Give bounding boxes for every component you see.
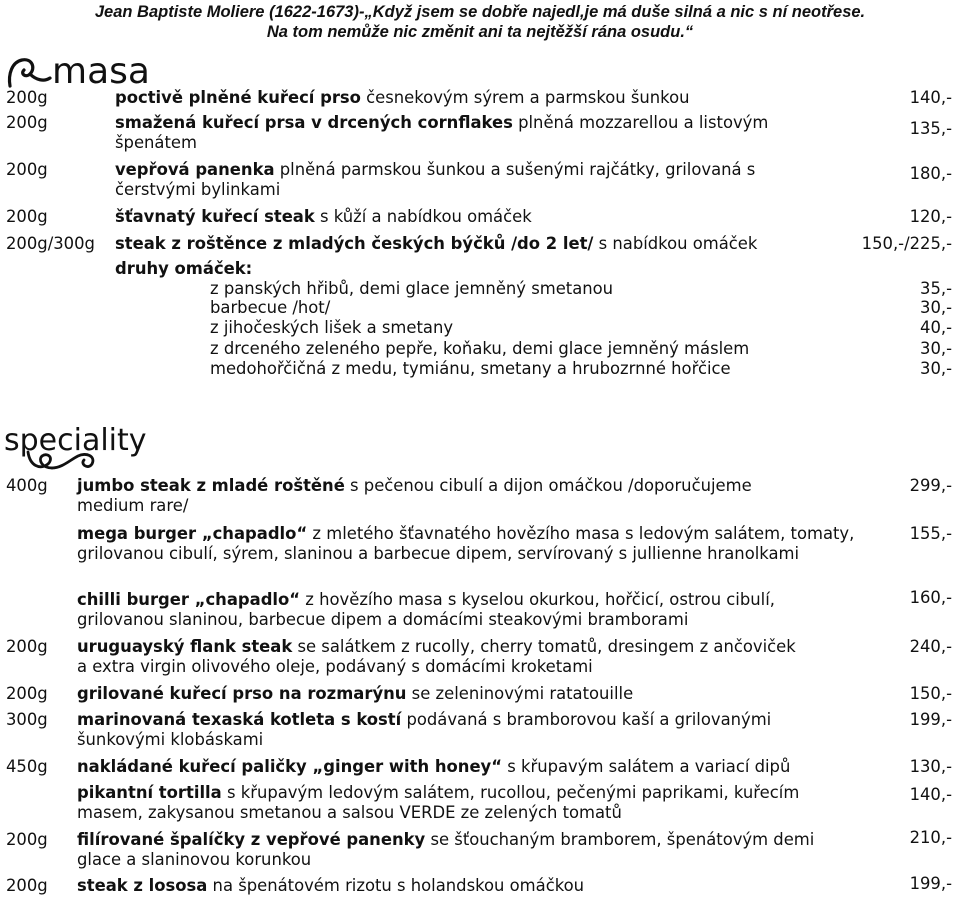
item-name: vepřová panenka	[115, 160, 275, 179]
item-description	[77, 783, 837, 822]
item-name: steak z lososa	[77, 876, 208, 895]
item-weight: 200g	[6, 684, 48, 703]
section-title-masa: masa	[52, 51, 150, 92]
item-weight: 450g	[6, 757, 48, 776]
sauces-label-row	[0, 259, 960, 279]
item-description	[77, 590, 837, 629]
sauce-price: 30,-	[920, 298, 952, 317]
item-price: 180,-	[909, 164, 952, 183]
item-desc: z hovězího masa s kyselou okurkou, hořčicí, ostrou cibulí, grilovanou slaninou, barbecue dipem a domácími steakovými bramborami	[77, 590, 775, 629]
item-desc: česnekovým sýrem a parmskou šunkou	[360, 88, 690, 107]
item-description	[77, 830, 837, 869]
item-description	[115, 207, 835, 227]
tentacle-swirl-icon	[6, 56, 54, 92]
item-price: 160,-	[909, 588, 952, 607]
item-weight: 400g	[6, 476, 48, 495]
item-desc: se salátkem z rucolly, cherry tomatů, dresingem z ančoviček a extra virgin olivového oleje, podávaný s domácími kroketami	[77, 637, 796, 676]
sauce-item	[210, 318, 952, 338]
item-price: 140,-	[909, 88, 952, 107]
item-description	[77, 757, 857, 777]
item-price: 299,-	[909, 476, 952, 495]
item-name: grilované kuřecí prso na rozmarýnu	[77, 684, 407, 703]
item-desc: s křupavým ledovým salátem, rucollou, pečenými paprikami, kuřecím masem, zakysanou smetanou a salsou VERDE ze zelených tomatů	[77, 783, 800, 822]
sauce-item	[210, 298, 952, 318]
item-desc: se šťouchaným bramborem, špenátovým demi glace a slaninovou korunkou	[77, 830, 815, 869]
item-weight: 200g	[6, 637, 48, 656]
item-desc: plněná mozzarellou a listovým špenátem	[115, 113, 769, 152]
item-desc: plněná parmskou šunkou a sušenými rajčátky, grilovaná s čerstvými bylinkami	[115, 160, 756, 199]
item-weight: 300g	[6, 710, 48, 729]
item-price: 155,-	[909, 524, 952, 543]
item-name: nakládané kuřecí paličky „ginger with honey“	[77, 757, 503, 776]
item-name: poctivě plněné kuřecí prso	[115, 88, 361, 107]
sauce-price: 30,-	[920, 339, 952, 358]
item-weight: 200g	[6, 160, 48, 179]
menu-item	[0, 113, 960, 153]
sauce-name: z drceného zeleného pepře, koňaku, demi glace jemněný máslem	[210, 339, 750, 358]
item-weight: 200g	[6, 207, 48, 226]
item-price: 199,-	[909, 710, 952, 729]
item-weight: 200g	[6, 830, 48, 849]
item-price: 199,-	[909, 874, 952, 893]
item-description	[77, 524, 867, 563]
sauces-label: druhy omáček:	[115, 259, 253, 278]
quote-line-2: Na tom nemůže nic změnit ani ta nejtěžší rána osudu.“	[266, 23, 694, 41]
sauce-name: medohořčičná z medu, tymiánu, smetany a hrubozrnné hořčice	[210, 359, 731, 378]
item-desc: na špenátovém rizotu s holandskou omáčkou	[207, 876, 585, 895]
item-name: marinovaná texaská kotleta s kostí	[77, 710, 402, 729]
menu-item	[0, 757, 960, 777]
menu-item	[0, 234, 960, 254]
section-title-speciality: speciality	[4, 423, 147, 458]
item-price: 135,-	[909, 119, 952, 138]
menu-item	[0, 88, 960, 108]
item-desc: s křupavým salátem a variací dipů	[502, 757, 791, 776]
item-desc: s kůží a nabídkou omáček	[314, 207, 532, 226]
sauce-price: 35,-	[920, 279, 952, 298]
menu-item	[0, 830, 960, 870]
item-desc: z mletého šťavnatého hovězího masa s ledovým salátem, tomaty, grilovanou cibulí, sýrem, slaninou a barbecue dipem, servírovaný s jullienne hranolkami	[77, 524, 855, 563]
item-name: uruguayský flank steak	[77, 637, 293, 656]
item-description	[77, 876, 837, 896]
menu-item	[0, 637, 960, 677]
item-price: 210,-	[909, 828, 952, 847]
item-weight: 200g	[6, 88, 48, 107]
menu-item	[0, 876, 960, 896]
menu-item	[0, 710, 960, 750]
item-name: filírované špalíčky z vepřové panenky	[77, 830, 426, 849]
menu-item	[0, 590, 960, 630]
sauce-price: 40,-	[920, 318, 952, 337]
item-price: 150,-/225,-	[861, 234, 952, 253]
sauce-item	[210, 279, 952, 299]
item-description	[77, 637, 797, 676]
sauce-item	[210, 339, 952, 359]
item-desc: s pečenou cibulí a dijon omáčkou /doporučujeme medium rare/	[77, 476, 752, 515]
menu-item	[0, 207, 960, 227]
item-price: 140,-	[909, 785, 952, 804]
item-price: 130,-	[909, 757, 952, 776]
sauce-name: barbecue /hot/	[210, 298, 331, 317]
menu-item	[0, 684, 960, 704]
item-weight: 200g/300g	[6, 234, 95, 253]
item-price: 240,-	[909, 637, 952, 656]
item-price: 120,-	[909, 207, 952, 226]
item-name: jumbo steak z mladé roštěné	[77, 476, 345, 495]
menu-item	[0, 476, 960, 516]
menu-item	[0, 524, 960, 584]
menu-item	[0, 160, 960, 200]
item-desc: se zeleninovými ratatouille	[406, 684, 634, 703]
sauce-item	[210, 359, 952, 379]
sauce-name: z panských hřibů, demi glace jemněný smetanou	[210, 279, 614, 298]
item-description	[77, 476, 777, 515]
item-name: smažená kuřecí prsa v drcených cornflakes	[115, 113, 513, 132]
moliere-quote	[8, 2, 952, 42]
item-description	[115, 113, 830, 152]
item-name: šťavnatý kuřecí steak	[115, 207, 315, 226]
menu-item	[0, 783, 960, 823]
item-weight: 200g	[6, 876, 48, 895]
item-price: 150,-	[909, 684, 952, 703]
item-desc: s nabídkou omáček	[593, 234, 758, 253]
sauce-price: 30,-	[920, 359, 952, 378]
sauce-name: z jihočeských lišek a smetany	[210, 318, 454, 337]
item-desc: podávaná s bramborovou kaší a grilovanými šunkovými klobáskami	[77, 710, 772, 749]
item-weight: 200g	[6, 113, 48, 132]
item-name: pikantní tortilla	[77, 783, 222, 802]
tentacle-swirl-icon	[26, 448, 106, 474]
item-description	[115, 160, 840, 199]
item-name: chilli burger „chapadlo“	[77, 590, 301, 609]
item-name: mega burger „chapadlo“	[77, 524, 308, 543]
item-description	[115, 88, 835, 108]
item-description	[77, 684, 837, 704]
quote-line-1: Jean Baptiste Moliere (1622-1673)-„Když jsem se dobře najedl,je má duše silná a nic s ní neotřese.	[94, 3, 866, 21]
item-description	[115, 234, 835, 254]
item-description	[77, 710, 837, 749]
item-name: steak z roštěnce z mladých českých býčků /do 2 let/	[115, 234, 594, 253]
